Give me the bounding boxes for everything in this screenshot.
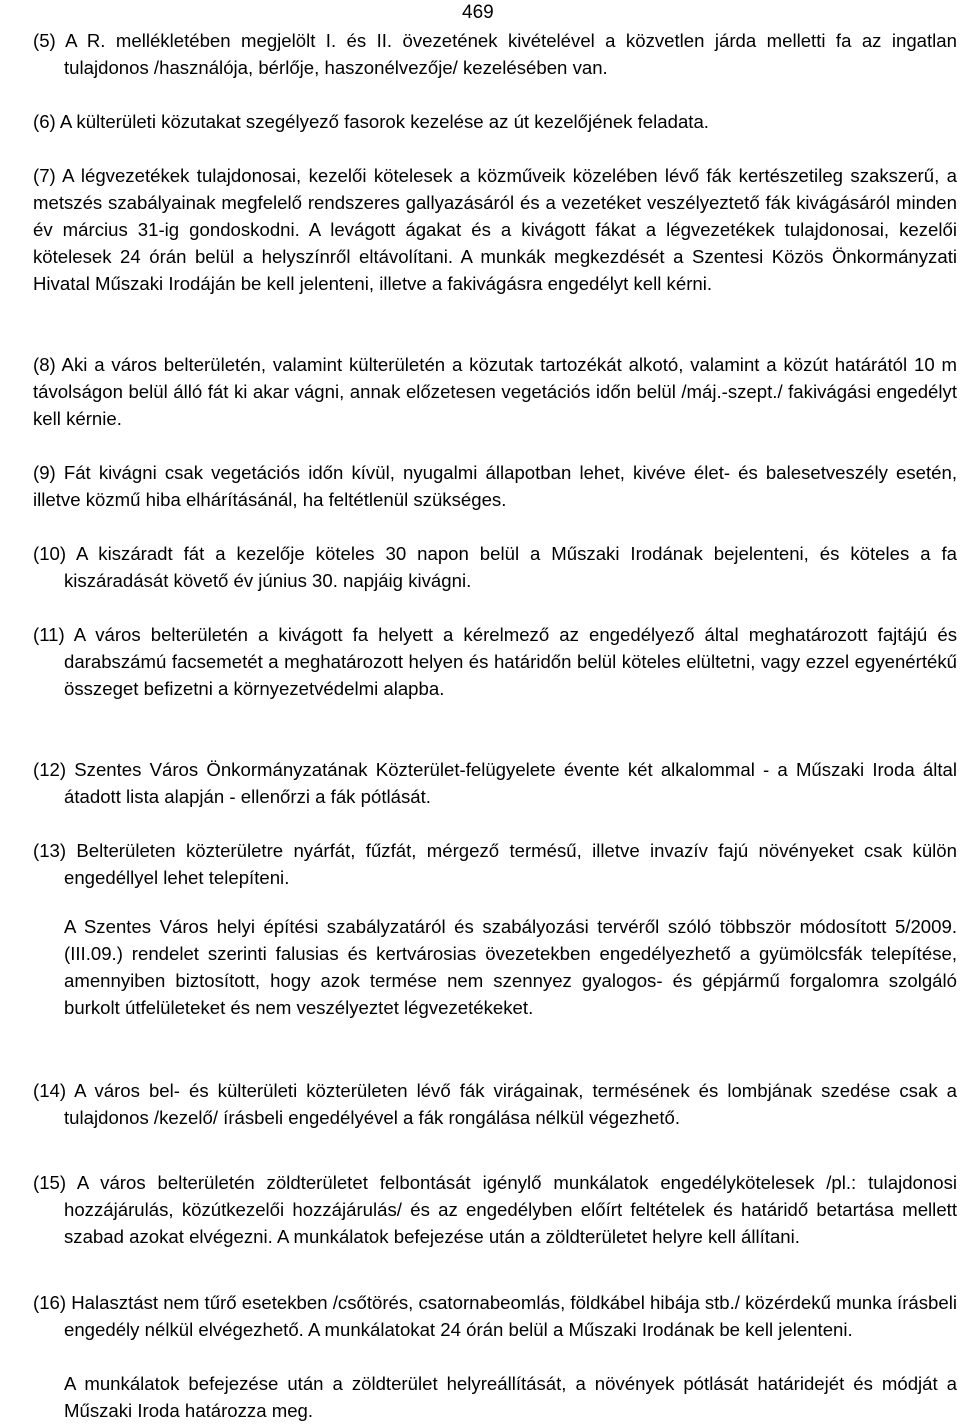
paragraph-13: (13) Belterületen közterületre nyárfát, fűzfát, mérgező termésű, illetve invazív fajú növényeket csak külön engedéllyel lehet telepíteni. (33, 840, 957, 888)
paragraph-14: (14) A város bel- és külterületi közterületen lévő fák virágainak, termésének és lombjának szedése csak a tulajdonos /kezelő/ írásbeli engedélyével a fák rongálása nélkül végezhető. (33, 1080, 957, 1128)
paragraph-15: (15) A város belterületén zöldterületet felbontását igénylő munkálatok engedélykötelesek /pl.: tulajdonosi hozzájárulás, közútkezelői hozzájárulás/ és az engedélyben előírt feltételek és határidő betartása mellett szabad azokat elvégezni. A munkálatok befejezése után a zöldterületet helyre kell állítani. (33, 1172, 957, 1247)
paragraph-16-continuation: A munkálatok befejezése után a zöldterület helyreállítását, a növények pótlását határidejét és módját a Műszaki Iroda határozza meg. (64, 1373, 957, 1421)
paragraph-13-continuation: A Szentes Város helyi építési szabályzatáról és szabályozási tervéről szóló többször módosított 5/2009. (III.09.) rendelet szerinti falusias és kertvárosias övezetekben engedélyezhető a gyümölcsfák telepítése, amennyiben biztosított, hogy azok termése nem szennyez gyalogos- és gépjármű forgalomra szolgáló burkolt útfelületeket és nem veszélyeztet légvezetékeket. (64, 916, 957, 1018)
paragraph-16: (16) Halasztást nem tűrő esetekben /csőtörés, csatornabeomlás, földkábel hibája stb./ közérdekű munka írásbeli engedély nélkül elvégezhető. A munkálatokat 24 órán belül a Műszaki Irodának be kell jelenteni. (33, 1292, 957, 1340)
paragraph-5: (5) A R. mellékletében megjelölt I. és II. övezetének kivételével a közvetlen járda melletti fa az ingatlan tulajdonos /használója, bérlője, haszonélvezője/ kezelésében van. (33, 30, 957, 78)
paragraph-7: (7) A légvezetékek tulajdonosai, kezelői kötelesek a közműveik közelében lévő fák kertészetileg szakszerű, a metszés szabályainak megfelelő rendszeres gallyazásáról és a vezetéket veszélyeztető fák kivágásáról minden év március 31-ig gondoskodni. A levágott ágakat és a kivágott fákat a légvezetékek tulajdonosai, kezelői kötelesek 24 órán belül a helyszínről eltávolítani. A munkák megkezdését a Szentesi Közös Önkormányzati Hivatal Műszaki Irodáján be kell jelenteni, illetve a fakivágásra engedélyt kell kérni. (33, 165, 957, 294)
paragraph-12: (12) Szentes Város Önkormányzatának Közterület-felügyelete évente két alkalommal - a Műszaki Iroda által átadott lista alapján - ellenőrzi a fák pótlását. (33, 759, 957, 807)
paragraph-8: (8) Aki a város belterületén, valamint külterületén a közutak tartozékát alkotó, valamint a közút határától 10 m távolságon belül álló fát ki akar vágni, annak előzetesen vegetációs időn belül /máj.-szept./ fakivágási engedélyt kell kérnie. (33, 354, 957, 429)
page-number: 469 (462, 2, 494, 23)
paragraph-9: (9) Fát kivágni csak vegetációs időn kívül, nyugalmi állapotban lehet, kivéve élet- és balesetveszély esetén, illetve közmű hiba elhárításánál, ha feltétlenül szükséges. (33, 462, 957, 510)
paragraph-11: (11) A város belterületén a kivágott fa helyett a kérelmező az engedélyező által meghatározott fajtájú és darabszámú facsemetét a meghatározott helyen és határidőn belül köteles elültetni, vagy ezzel egyenértékű összeget befizetni a környezetvédelmi alapba. (33, 624, 957, 699)
paragraph-6: (6) A külterületi közutakat szegélyező fasorok kezelése az út kezelőjének feladata. (33, 111, 709, 132)
paragraph-10: (10) A kiszáradt fát a kezelője köteles 30 napon belül a Műszaki Irodának bejelenteni, és köteles a fa kiszáradását követő év június 30. napjáig kivágni. (33, 543, 957, 591)
